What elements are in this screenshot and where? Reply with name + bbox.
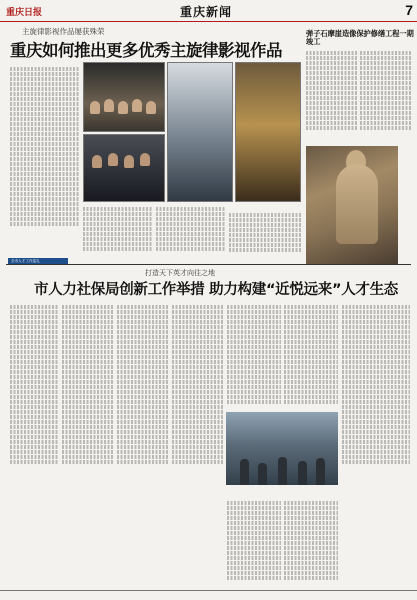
section-divider	[6, 264, 411, 265]
story1-kicker: 主旋律影视作品屡获殊荣	[22, 27, 105, 36]
person-figure-image	[240, 459, 249, 485]
story3-col4	[227, 304, 281, 410]
cliff-carving-photo	[306, 146, 398, 264]
poster-image	[167, 62, 233, 202]
story1-col2	[83, 206, 153, 256]
story1-headline[interactable]: 重庆如何推出更多优秀主旋律影视作品	[10, 41, 282, 60]
poster-image	[83, 134, 165, 202]
statue-image	[336, 164, 378, 244]
story2-col2	[360, 50, 412, 144]
person-figure-image	[278, 457, 287, 485]
newspaper-logo: 重庆日报	[6, 8, 43, 18]
story3-col5	[284, 304, 338, 410]
poster-image	[83, 62, 165, 132]
story3-col6	[227, 500, 281, 587]
story3-kicker: 打造天下英才向往之地	[145, 269, 215, 277]
story3-headline[interactable]: 市人力社保局创新工作举措 助力构建“近悦远来”人才生态	[34, 282, 399, 298]
poster-collage	[83, 62, 301, 204]
meeting-photo	[226, 412, 338, 485]
story3-col2	[117, 304, 169, 587]
page-footer	[0, 590, 417, 600]
story3-col1	[62, 304, 114, 587]
story3-col7	[284, 500, 338, 587]
section-banner: 全市人才工作巡礼	[8, 258, 68, 264]
story1-col4	[229, 212, 301, 256]
person-figure-image	[316, 458, 325, 485]
story3-col3	[172, 304, 224, 587]
story2-col1	[306, 50, 358, 144]
poster-image	[235, 62, 301, 202]
section-title: 重庆新闻	[180, 5, 233, 19]
person-figure-image	[298, 461, 307, 485]
person-figure-image	[258, 463, 267, 485]
page-number: 7	[405, 2, 413, 18]
story2-headline[interactable]: 弹子石摩崖造像保护修缮工程一期竣工	[306, 29, 414, 46]
story3-sidebar	[10, 304, 58, 587]
masthead	[0, 0, 417, 22]
story1-col3	[156, 206, 226, 256]
story3-col8	[342, 304, 410, 587]
story1-col1	[10, 66, 80, 256]
